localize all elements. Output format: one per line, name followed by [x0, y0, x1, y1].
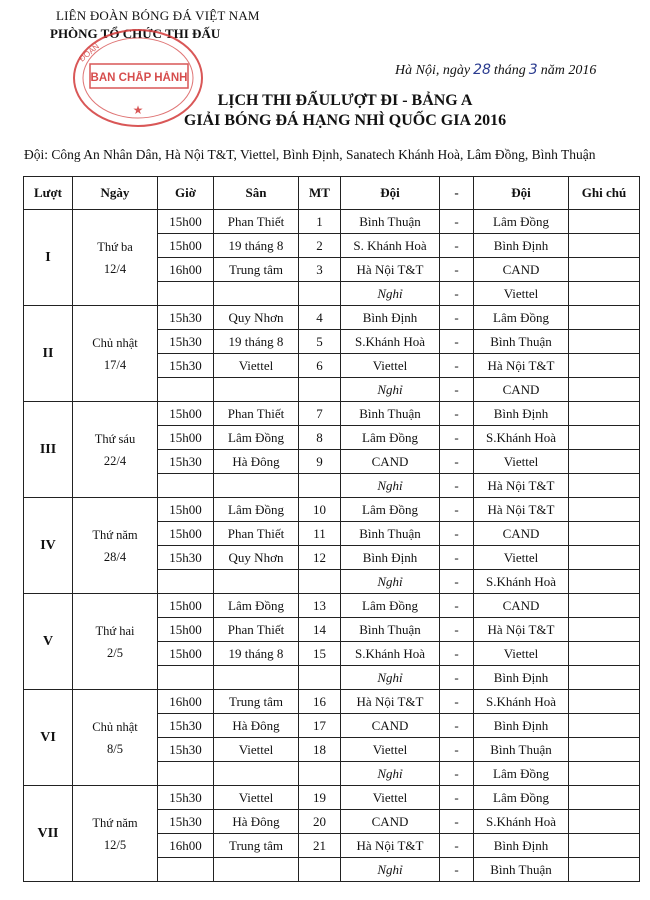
match-number: 19: [299, 786, 341, 810]
separator: -: [440, 498, 474, 522]
match-note: [569, 570, 640, 594]
schedule-body: [24, 210, 640, 882]
venue: 19 tháng 8: [214, 642, 299, 666]
separator: -: [440, 378, 474, 402]
separator: -: [440, 738, 474, 762]
venue: 19 tháng 8: [214, 234, 299, 258]
match-note: [569, 474, 640, 498]
away-team: CAND: [474, 522, 569, 546]
kickoff-time: 16h00: [158, 834, 214, 858]
kickoff-time: [158, 282, 214, 306]
schedule-title: LỊCH THI ĐẤULƯỢT ĐI - BẢNG A: [217, 92, 473, 109]
venue: 19 tháng 8: [214, 330, 299, 354]
match-note: [569, 546, 640, 570]
match-date: 2/5: [107, 645, 123, 660]
round-number: VII: [24, 786, 73, 882]
home-team: Bình Định: [341, 306, 440, 330]
resting-team: S.Khánh Hoà: [474, 570, 569, 594]
separator: -: [440, 522, 474, 546]
separator: -: [440, 810, 474, 834]
separator: -: [440, 234, 474, 258]
venue: [214, 762, 299, 786]
rest-label: Nghỉ: [341, 570, 440, 594]
venue: Hà Đông: [214, 714, 299, 738]
header-venue: Sân: [214, 177, 299, 210]
kickoff-time: [158, 378, 214, 402]
venue: Phan Thiết: [214, 522, 299, 546]
away-team: S.Khánh Hoà: [474, 690, 569, 714]
match-note: [569, 642, 640, 666]
match-number: 6: [299, 354, 341, 378]
match-note: [569, 690, 640, 714]
rest-label: Nghỉ: [341, 858, 440, 882]
resting-team: Lâm Đồng: [474, 762, 569, 786]
kickoff-time: 15h30: [158, 546, 214, 570]
separator: -: [440, 474, 474, 498]
match-number: 4: [299, 306, 341, 330]
weekday: Thứ sáu: [94, 431, 136, 446]
kickoff-time: 15h00: [158, 618, 214, 642]
match-note: [569, 354, 640, 378]
weekday: Thứ năm: [92, 815, 138, 830]
separator: -: [440, 450, 474, 474]
document-date: Hà Nội, ngày 28 tháng 3 năm 2016: [395, 62, 597, 78]
header-day: Ngày: [73, 177, 158, 210]
header-team-home: Đội: [341, 177, 440, 210]
kickoff-time: 15h30: [158, 738, 214, 762]
match-note: [569, 282, 640, 306]
resting-team: Bình Thuận: [474, 858, 569, 882]
separator: -: [440, 690, 474, 714]
home-team: Bình Thuận: [341, 522, 440, 546]
match-note: [569, 594, 640, 618]
kickoff-time: 15h00: [158, 402, 214, 426]
match-date: 17/4: [103, 357, 127, 372]
venue: Viettel: [214, 354, 299, 378]
match-note: [569, 234, 640, 258]
separator: -: [440, 330, 474, 354]
match-row: [24, 402, 640, 426]
match-number: 5: [299, 330, 341, 354]
away-team: S.Khánh Hoà: [474, 810, 569, 834]
separator: -: [440, 834, 474, 858]
match-number: [299, 378, 341, 402]
venue: Hà Đông: [214, 810, 299, 834]
kickoff-time: [158, 666, 214, 690]
away-team: Hà Nội T&T: [474, 498, 569, 522]
match-number: 13: [299, 594, 341, 618]
match-note: [569, 714, 640, 738]
separator: -: [440, 762, 474, 786]
match-note: [569, 210, 640, 234]
match-date: 8/5: [107, 741, 123, 756]
away-team: S.Khánh Hoà: [474, 426, 569, 450]
home-team: Bình Định: [341, 546, 440, 570]
match-number: 7: [299, 402, 341, 426]
venue: Quy Nhơn: [214, 306, 299, 330]
weekday: Thứ hai: [95, 623, 135, 638]
kickoff-time: 15h30: [158, 330, 214, 354]
teams-list: Đội: Công An Nhân Dân, Hà Nội T&T, Viettel, Bình Định, Sanatech Khánh Hoà, Lâm Đồng, Bình Thuận: [24, 147, 596, 162]
venue: [214, 474, 299, 498]
round-number: II: [24, 306, 73, 402]
home-team: Bình Thuận: [341, 210, 440, 234]
away-team: CAND: [474, 594, 569, 618]
match-row: [24, 306, 640, 330]
org-name: LIÊN ĐOÀN BÓNG ĐÁ VIỆT NAM: [56, 8, 260, 23]
match-note: [569, 810, 640, 834]
venue: Viettel: [214, 738, 299, 762]
separator: -: [440, 402, 474, 426]
home-team: CAND: [341, 714, 440, 738]
venue: Phan Thiết: [214, 618, 299, 642]
separator: -: [440, 546, 474, 570]
home-team: Lâm Đồng: [341, 594, 440, 618]
separator: -: [440, 570, 474, 594]
separator: -: [440, 858, 474, 882]
kickoff-time: [158, 570, 214, 594]
venue: Trung tâm: [214, 690, 299, 714]
match-number: 3: [299, 258, 341, 282]
match-note: [569, 258, 640, 282]
away-team: Bình Thuận: [474, 738, 569, 762]
svg-text:ĐOÀN: ĐOÀN: [77, 41, 102, 64]
header-time: Giờ: [158, 177, 214, 210]
venue: Trung tâm: [214, 834, 299, 858]
venue: Phan Thiết: [214, 402, 299, 426]
round-day: [73, 786, 158, 882]
separator: -: [440, 282, 474, 306]
venue: [214, 378, 299, 402]
match-note: [569, 378, 640, 402]
venue: Quy Nhơn: [214, 546, 299, 570]
department-name: PHÒNG TỔ CHỨC THI ĐẤU: [50, 26, 221, 41]
home-team: Hà Nội T&T: [341, 834, 440, 858]
kickoff-time: 15h30: [158, 354, 214, 378]
away-team: Lâm Đồng: [474, 210, 569, 234]
kickoff-time: 15h30: [158, 714, 214, 738]
match-date: 12/4: [103, 261, 127, 276]
round-day: [73, 402, 158, 498]
match-number: 11: [299, 522, 341, 546]
separator: -: [440, 618, 474, 642]
match-number: 10: [299, 498, 341, 522]
seal-label: BAN CHẤP HÀNH: [90, 72, 188, 84]
resting-team: Hà Nội T&T: [474, 474, 569, 498]
kickoff-time: 15h30: [158, 306, 214, 330]
separator: -: [440, 666, 474, 690]
away-team: Bình Định: [474, 834, 569, 858]
home-team: S. Khánh Hoà: [341, 234, 440, 258]
match-note: [569, 834, 640, 858]
home-team: Viettel: [341, 354, 440, 378]
match-number: [299, 570, 341, 594]
kickoff-time: 15h00: [158, 210, 214, 234]
rest-label: Nghỉ: [341, 666, 440, 690]
separator: -: [440, 354, 474, 378]
home-team: Lâm Đồng: [341, 426, 440, 450]
venue: Viettel: [214, 786, 299, 810]
match-note: [569, 402, 640, 426]
header-notes: Ghi chú: [569, 177, 640, 210]
kickoff-time: 15h30: [158, 786, 214, 810]
match-number: [299, 858, 341, 882]
kickoff-time: 16h00: [158, 258, 214, 282]
separator: -: [440, 306, 474, 330]
separator: -: [440, 210, 474, 234]
match-number: 1: [299, 210, 341, 234]
separator: -: [440, 786, 474, 810]
weekday: Thứ ba: [97, 239, 133, 254]
match-row: [24, 594, 640, 618]
round-number: IV: [24, 498, 73, 594]
match-number: 15: [299, 642, 341, 666]
match-note: [569, 666, 640, 690]
venue: [214, 282, 299, 306]
home-team: Bình Thuận: [341, 618, 440, 642]
match-date: 22/4: [103, 453, 127, 468]
match-row: [24, 210, 640, 234]
venue: Lâm Đồng: [214, 594, 299, 618]
match-number: [299, 474, 341, 498]
home-team: Lâm Đồng: [341, 498, 440, 522]
venue: [214, 666, 299, 690]
match-number: 16: [299, 690, 341, 714]
table-header-row: [24, 177, 640, 210]
kickoff-time: 15h00: [158, 426, 214, 450]
resting-team: Viettel: [474, 282, 569, 306]
match-number: 18: [299, 738, 341, 762]
rest-label: Nghỉ: [341, 474, 440, 498]
match-number: 12: [299, 546, 341, 570]
date-month-handwritten: 3: [528, 62, 538, 78]
away-team: Viettel: [474, 546, 569, 570]
away-team: Bình Thuận: [474, 330, 569, 354]
home-team: Bình Thuận: [341, 402, 440, 426]
match-note: [569, 762, 640, 786]
home-team: S.Khánh Hoà: [341, 642, 440, 666]
resting-team: CAND: [474, 378, 569, 402]
round-number: V: [24, 594, 73, 690]
match-number: [299, 666, 341, 690]
kickoff-time: [158, 858, 214, 882]
separator: -: [440, 594, 474, 618]
separator: -: [440, 426, 474, 450]
away-team: Bình Định: [474, 402, 569, 426]
match-row: [24, 786, 640, 810]
kickoff-time: 15h00: [158, 642, 214, 666]
home-team: CAND: [341, 810, 440, 834]
kickoff-time: [158, 762, 214, 786]
match-date: 12/5: [103, 837, 127, 852]
header-match-number: MT: [299, 177, 341, 210]
away-team: Hà Nội T&T: [474, 618, 569, 642]
separator: -: [440, 714, 474, 738]
venue: Lâm Đồng: [214, 426, 299, 450]
venue: [214, 858, 299, 882]
match-note: [569, 498, 640, 522]
away-team: Bình Định: [474, 714, 569, 738]
rest-label: Nghỉ: [341, 762, 440, 786]
away-team: CAND: [474, 258, 569, 282]
venue: Phan Thiết: [214, 210, 299, 234]
kickoff-time: 16h00: [158, 690, 214, 714]
kickoff-time: 15h00: [158, 594, 214, 618]
kickoff-time: 15h00: [158, 522, 214, 546]
away-team: Lâm Đồng: [474, 786, 569, 810]
match-note: [569, 426, 640, 450]
match-number: 21: [299, 834, 341, 858]
header-separator: -: [440, 177, 474, 210]
weekday: Chủ nhật: [92, 335, 138, 350]
tournament-title: GIẢI BÓNG ĐÁ HẠNG NHÌ QUỐC GIA 2016: [183, 112, 507, 129]
venue: Trung tâm: [214, 258, 299, 282]
round-number: VI: [24, 690, 73, 786]
separator: -: [440, 258, 474, 282]
round-day: [73, 210, 158, 306]
away-team: Viettel: [474, 642, 569, 666]
home-team: S.Khánh Hoà: [341, 330, 440, 354]
away-team: Hà Nội T&T: [474, 354, 569, 378]
home-team: CAND: [341, 450, 440, 474]
round-number: III: [24, 402, 73, 498]
match-number: 20: [299, 810, 341, 834]
match-number: 14: [299, 618, 341, 642]
round-number: I: [24, 210, 73, 306]
away-team: Lâm Đồng: [474, 306, 569, 330]
resting-team: Bình Định: [474, 666, 569, 690]
venue: Hà Đông: [214, 450, 299, 474]
kickoff-time: 15h30: [158, 810, 214, 834]
weekday: Chủ nhật: [92, 719, 138, 734]
kickoff-time: 15h00: [158, 498, 214, 522]
venue: Lâm Đồng: [214, 498, 299, 522]
match-note: [569, 306, 640, 330]
match-note: [569, 858, 640, 882]
match-note: [569, 738, 640, 762]
match-note: [569, 330, 640, 354]
home-team: Viettel: [341, 786, 440, 810]
match-number: [299, 282, 341, 306]
weekday: Thứ năm: [92, 527, 138, 542]
svg-text:★: ★: [132, 103, 144, 117]
schedule-table: [23, 176, 640, 882]
match-date: 28/4: [103, 549, 127, 564]
round-day: [73, 306, 158, 402]
match-number: 9: [299, 450, 341, 474]
match-number: 8: [299, 426, 341, 450]
home-team: Hà Nội T&T: [341, 690, 440, 714]
rest-label: Nghỉ: [341, 282, 440, 306]
match-number: 2: [299, 234, 341, 258]
kickoff-time: 15h30: [158, 450, 214, 474]
match-note: [569, 618, 640, 642]
away-team: Viettel: [474, 450, 569, 474]
match-row: [24, 690, 640, 714]
home-team: Viettel: [341, 738, 440, 762]
venue: [214, 570, 299, 594]
round-day: [73, 498, 158, 594]
separator: -: [440, 642, 474, 666]
round-day: [73, 690, 158, 786]
round-day: [73, 594, 158, 690]
kickoff-time: [158, 474, 214, 498]
date-day-handwritten: 28: [473, 62, 491, 78]
match-note: [569, 786, 640, 810]
match-note: [569, 450, 640, 474]
match-number: 17: [299, 714, 341, 738]
match-note: [569, 522, 640, 546]
header-round: Lượt: [24, 177, 73, 210]
rest-label: Nghỉ: [341, 378, 440, 402]
header-team-away: Đội: [474, 177, 569, 210]
home-team: Hà Nội T&T: [341, 258, 440, 282]
match-row: [24, 498, 640, 522]
kickoff-time: 15h00: [158, 234, 214, 258]
away-team: Bình Định: [474, 234, 569, 258]
match-number: [299, 762, 341, 786]
